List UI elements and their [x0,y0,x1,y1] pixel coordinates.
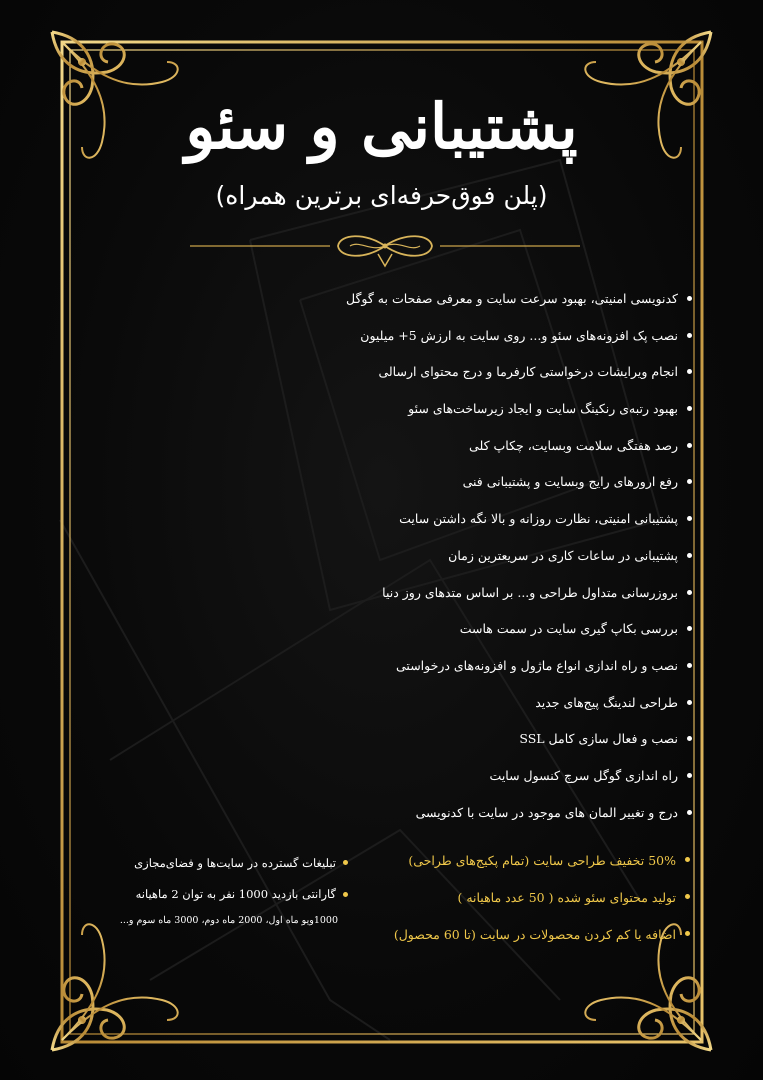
bullet-icon [687,333,692,338]
bonus-footnote: 1000ویو ماه اول، 2000 ماه دوم، 3000 ماه سوم و... [119,915,338,926]
bonus-text: تولید محتوای سئو شده ( 50 عدد ماهیانه ) [457,890,676,905]
bullet-icon [685,894,690,899]
bullet-icon [687,443,692,448]
bullet-icon [687,663,692,668]
feature-item [300,538,692,575]
feature-text: بررسی بکاپ گیری سایت در سمت هاست [459,621,678,637]
bullet-icon [687,736,692,741]
bullet-icon [687,296,692,301]
feature-item [300,391,692,428]
feature-text: طراحی لندینگ پیج‌های جدید [535,694,678,710]
bullet-icon [687,553,692,558]
feature-text: نصب و راه اندازی انواع ماژول و افزونه‌های درخواستی [396,657,678,673]
bullet-icon [687,590,692,595]
feature-text: کدنویسی امنیتی، بهبود سرعت سایت و معرفی صفحات به گوگل [345,291,678,306]
feature-text: راه اندازی گوگل سرچ کنسول سایت [489,767,678,783]
feature-list [300,281,692,831]
feature-text: نصب پک افزونه‌های سئو و... روی سایت به ارزش 5+ میلیون [360,327,678,343]
feature-text: رصد هفتگی سلامت وبسایت، چکاپ کلی [469,437,678,453]
feature-text: پشتیبانی امنیتی، نظارت روزانه و بالا نگه داشتن سایت [399,511,678,527]
feature-item [300,464,692,501]
bonus-item [90,881,350,907]
feature-item [300,575,692,612]
bullet-icon [685,857,690,862]
feature-item [300,318,692,355]
bonus-item [350,842,690,879]
ornamental-divider [190,228,580,268]
bullet-icon [687,369,692,374]
bonus-list-extra [90,845,350,907]
bonus-text: تبلیغات گسترده در سایت‌ها و فضای‌مجازی [134,856,336,870]
bullet-icon [687,773,692,778]
feature-item [300,795,692,832]
feature-item [300,354,692,391]
bullet-icon [685,931,690,936]
feature-item [300,428,692,465]
feature-item [300,685,692,722]
bonus-item [350,916,690,953]
page-title: پشتیبانی و سئو [185,90,578,163]
feature-text: درج و تغییر المان های موجود در سایت با کدنویسی [415,804,678,820]
feature-text: نصب و فعال سازی کامل SSL [519,731,678,747]
page-subtitle: (پلن فوق‌حرفه‌ای برترین همراه) [215,181,548,210]
feature-item [300,648,692,685]
bonus-list-highlighted [350,842,690,953]
feature-text: بهبود رتبه‌ی رنکینگ سایت و ایجاد زیرساخت‌های سئو [408,401,678,417]
feature-item [300,611,692,648]
feature-text: بروزرسانی متداول طراحی و... بر اساس متدهای روز دنیا [382,584,678,600]
feature-item [300,501,692,538]
feature-item [300,281,692,318]
feature-text: پشتیبانی در ساعات کاری در سریعترین زمان [448,547,678,563]
bullet-icon [687,516,692,521]
bullet-icon [687,626,692,631]
bonus-item [90,845,350,881]
feature-item [300,721,692,758]
bullet-icon [687,479,692,484]
feature-text: انجام ویرایشات درخواستی کارفرما و درج محتوای ارسالی [378,364,678,380]
bullet-icon [687,406,692,411]
feature-item [300,758,692,795]
bullet-icon [687,700,692,705]
bullet-icon [343,892,348,897]
feature-text: رفع ارورهای رایج وبسایت و پشتیبانی فنی [462,474,678,490]
bonus-text: اضافه یا کم کردن محصولات در سایت (تا 60 محصول) [393,927,676,942]
bonus-text: 50% تخفیف طراحی سایت (تمام پکیج‌های طراحی) [408,853,676,868]
bullet-icon [687,810,692,815]
bonus-text: گارانتی بازدید 1000 نفر به توان 2 ماهیانه [135,887,336,901]
bonus-item [350,879,690,916]
bullet-icon [343,860,348,865]
